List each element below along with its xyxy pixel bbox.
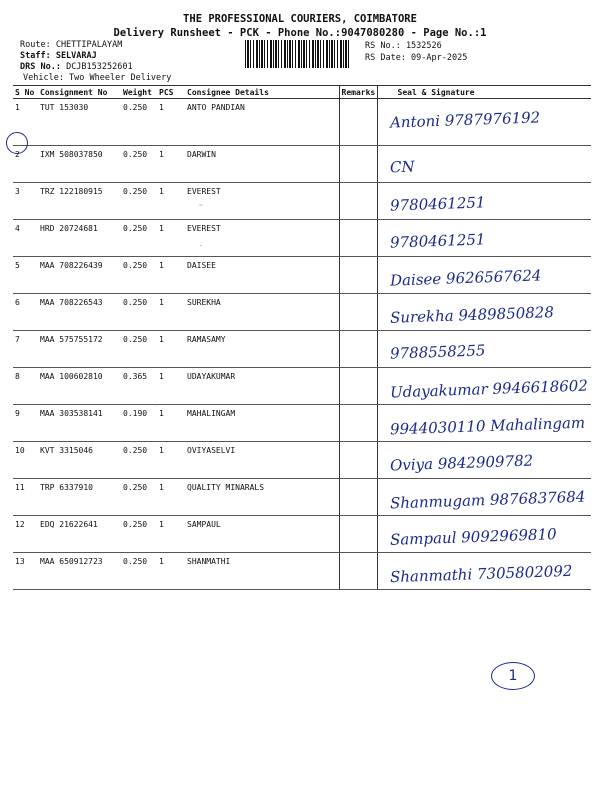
cell-remarks: [339, 368, 377, 405]
col-consignee: Consignee Details: [185, 86, 339, 99]
pen-mark: ’: [155, 404, 159, 411]
handwritten-signature: 9944030110 Mahalingam: [389, 413, 585, 439]
cell-remarks: [339, 442, 377, 479]
cell-weight: 0.250: [121, 99, 157, 146]
cell-sno: 10: [13, 442, 38, 479]
cell-consignee: EVEREST: [185, 220, 339, 257]
table-row: [13, 553, 591, 590]
cell-consignment: EDQ 21622641: [38, 516, 121, 553]
cell-consignment: MAA 303538141: [38, 405, 121, 442]
cell-signature: [377, 146, 591, 183]
cell-consignee: OVIYASELVI: [185, 442, 339, 479]
cell-remarks: [339, 183, 377, 220]
table-row: [13, 183, 591, 220]
handwritten-signature: Antoni 9787976192: [389, 108, 540, 132]
cell-pcs: 1: [157, 183, 185, 220]
table-header-row: [13, 86, 591, 99]
cell-weight: 0.250: [121, 294, 157, 331]
drs-number: [20, 62, 133, 72]
cell-signature: [377, 257, 591, 294]
handwritten-signature: Udayakumar 9946618602: [389, 376, 588, 402]
drs-value: DCJB153252601: [60, 62, 133, 72]
cell-consignee: MAHALINGAM: [185, 405, 339, 442]
col-remarks: Remarks: [339, 86, 377, 99]
cell-signature: [377, 183, 591, 220]
cell-pcs: 1: [157, 516, 185, 553]
pen-mark: -: [199, 242, 203, 249]
cell-weight: 0.250: [121, 516, 157, 553]
cell-remarks: [339, 257, 377, 294]
cell-remarks: [339, 99, 377, 146]
cell-consignment: IXM 508037850: [38, 146, 121, 183]
cell-consignment: MAA 650912723: [38, 553, 121, 590]
table-row: [13, 368, 591, 405]
cell-consignment: MAA 100602810: [38, 368, 121, 405]
cell-sno: 12: [13, 516, 38, 553]
cell-signature: [377, 553, 591, 590]
table-row: [13, 479, 591, 516]
cell-weight: 0.250: [121, 331, 157, 368]
circle-mark: [6, 132, 28, 154]
cell-pcs: 1: [157, 99, 185, 146]
cell-consignee: UDAYAKUMAR: [185, 368, 339, 405]
cell-sno: 2: [13, 146, 38, 183]
handwritten-signature: CN: [389, 157, 415, 177]
cell-consignee: SUREKHA: [185, 294, 339, 331]
cell-signature: [377, 331, 591, 368]
cell-sno: 4: [13, 220, 38, 257]
cell-consignee: QUALITY MINARALS: [185, 479, 339, 516]
table-row: [13, 146, 591, 183]
table-row: [13, 99, 591, 146]
table-row: [13, 294, 591, 331]
drs-label: DRS No.:: [20, 62, 61, 72]
cell-weight: 0.250: [121, 442, 157, 479]
handwritten-signature: Surekha 9489850828: [389, 303, 554, 327]
handwritten-signature: Daisee 9626567624: [389, 266, 542, 290]
cell-sno: 7: [13, 331, 38, 368]
cell-remarks: [339, 479, 377, 516]
cell-signature: [377, 479, 591, 516]
pen-mark: ~: [199, 202, 203, 209]
barcode: [245, 40, 351, 68]
cell-consignee: SHANMATHI: [185, 553, 339, 590]
cell-weight: 0.250: [121, 220, 157, 257]
cell-sno: 13: [13, 553, 38, 590]
cell-sno: 6: [13, 294, 38, 331]
cell-consignment: MAA 575755172: [38, 331, 121, 368]
route-label: Route: CHETTIPALAYAM: [20, 40, 123, 50]
cell-pcs: 1: [157, 479, 185, 516]
cell-weight: 0.365: [121, 368, 157, 405]
cell-weight: 0.250: [121, 146, 157, 183]
cell-pcs: 1: [157, 257, 185, 294]
col-weight: Weight: [121, 86, 157, 99]
cell-consignee: DAISEE: [185, 257, 339, 294]
cell-signature: [377, 442, 591, 479]
cell-pcs: 1: [157, 442, 185, 479]
table-row: [13, 331, 591, 368]
handwritten-signature: Sampaul 9092969810: [389, 525, 557, 549]
cell-weight: 0.250: [121, 257, 157, 294]
cell-consignment: MAA 708226439: [38, 257, 121, 294]
cell-remarks: [339, 516, 377, 553]
cell-consignee: SAMPAUL: [185, 516, 339, 553]
col-sno: S No: [13, 86, 38, 99]
cell-pcs: 1: [157, 553, 185, 590]
company-title: THE PROFESSIONAL COURIERS, COIMBATORE: [183, 13, 417, 25]
cell-sno: 1: [13, 99, 38, 146]
table-row: [13, 516, 591, 553]
cell-signature: [377, 516, 591, 553]
cell-remarks: [339, 220, 377, 257]
cell-consignment: TRP 6337910: [38, 479, 121, 516]
table-row: [13, 442, 591, 479]
table-row: [13, 220, 591, 257]
cell-sno: 3: [13, 183, 38, 220]
cell-pcs: 1: [157, 220, 185, 257]
handwritten-signature: Oviya 9842909782: [389, 451, 533, 475]
cell-remarks: [339, 146, 377, 183]
cell-pcs: 1: [157, 146, 185, 183]
cell-sno: 11: [13, 479, 38, 516]
handwritten-signature: Shanmathi 7305802092: [389, 561, 573, 587]
cell-consignee: EVEREST: [185, 183, 339, 220]
cell-remarks: [339, 331, 377, 368]
cell-consignment: TUT 153030: [38, 99, 121, 146]
rs-date: RS Date: 09-Apr-2025: [365, 53, 468, 63]
cell-weight: 0.250: [121, 553, 157, 590]
cell-pcs: 1: [157, 368, 185, 405]
runsheet-table: [13, 85, 591, 590]
cell-pcs: 1: [157, 331, 185, 368]
cell-signature: [377, 405, 591, 442]
table-row: [13, 257, 591, 294]
cell-consignee: ANTO PANDIAN: [185, 99, 339, 146]
cell-remarks: [339, 405, 377, 442]
staff-label: Staff: SELVARAJ: [20, 51, 97, 61]
cell-consignee: RAMASAMY: [185, 331, 339, 368]
col-consignment: Consignment No: [38, 86, 121, 99]
cell-consignment: MAA 708226543: [38, 294, 121, 331]
cell-pcs: 1: [157, 405, 185, 442]
table-row: [13, 405, 591, 442]
handwritten-signature: 9780461251: [389, 193, 486, 215]
runsheet-subtitle: Delivery Runsheet - PCK - Phone No.:9047080280 - Page No.:1: [113, 27, 487, 39]
page-number-circle: 1: [491, 662, 535, 690]
cell-remarks: [339, 294, 377, 331]
cell-consignee: DARWIN: [185, 146, 339, 183]
cell-weight: 0.250: [121, 183, 157, 220]
cell-consignment: HRD 20724681: [38, 220, 121, 257]
cell-signature: [377, 220, 591, 257]
cell-signature: [377, 99, 591, 146]
cell-sno: 9: [13, 405, 38, 442]
cell-weight: 0.190: [121, 405, 157, 442]
cell-weight: 0.250: [121, 479, 157, 516]
cell-signature: [377, 294, 591, 331]
col-signature: Seal & Signature: [377, 86, 591, 99]
vehicle-label: Vehicle: Two Wheeler Delivery: [23, 73, 172, 83]
handwritten-signature: Shanmugam 9876837684: [389, 487, 586, 513]
cell-signature: [377, 368, 591, 405]
handwritten-signature: 9780461251: [389, 230, 486, 252]
cell-pcs: 1: [157, 294, 185, 331]
col-pcs: PCS: [157, 86, 185, 99]
cell-sno: 8: [13, 368, 38, 405]
cell-consignment: KVT 3315046: [38, 442, 121, 479]
handwritten-signature: 9788558255: [389, 341, 486, 363]
cell-consignment: TRZ 122180915: [38, 183, 121, 220]
cell-sno: 5: [13, 257, 38, 294]
cell-remarks: [339, 553, 377, 590]
rs-number: RS No.: 1532526: [365, 41, 442, 51]
